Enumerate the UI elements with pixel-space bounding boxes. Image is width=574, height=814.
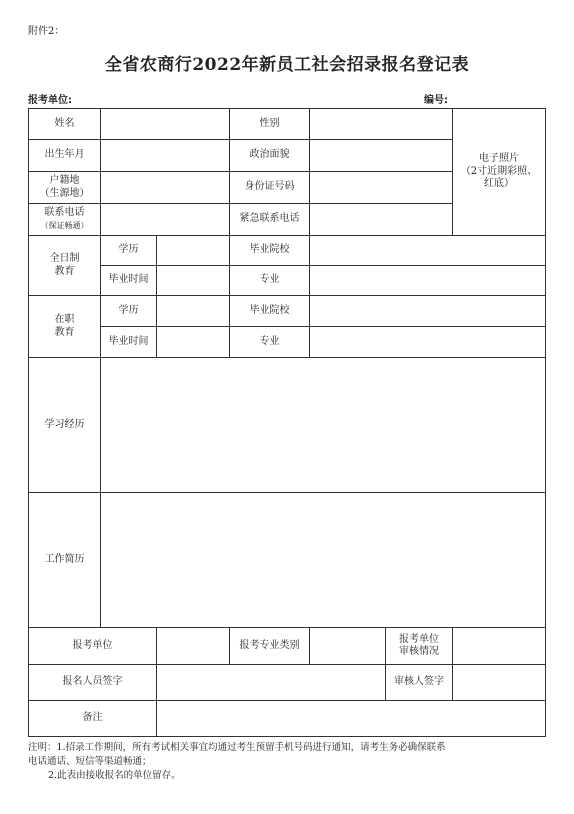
inservice-degree-label: 学历: [101, 296, 157, 327]
fulltime-degree-field[interactable]: [157, 236, 230, 266]
politics-field[interactable]: [310, 140, 453, 172]
apply-unit-label: 报考单位: [29, 628, 157, 665]
serial-number-label: 编号:: [424, 95, 448, 106]
remarks-label: 备注: [29, 701, 157, 737]
apply-unit-header-label: 报考单位:: [28, 95, 72, 106]
hukou-label: [29, 172, 101, 204]
photo-spec-end: 红底）: [484, 178, 514, 190]
inservice-grad-time-label: 毕业时间: [101, 327, 157, 358]
birth-field[interactable]: [101, 140, 230, 172]
notes-block: [28, 741, 548, 783]
photo-label: 电子照片: [479, 153, 519, 165]
inservice-label-line2: 教育: [54, 326, 75, 338]
fulltime-major-field[interactable]: [310, 266, 546, 296]
gender-field[interactable]: [310, 109, 453, 140]
applicant-signature-field[interactable]: [157, 665, 386, 701]
attachment-label: 附件2：: [28, 26, 65, 37]
hukou-field[interactable]: [101, 172, 230, 204]
gender-label: 性别: [230, 109, 310, 140]
remarks-field[interactable]: [157, 701, 546, 737]
id-number-label: 身份证号码: [230, 172, 310, 204]
photo-cell[interactable]: [453, 109, 546, 236]
emergency-contact-field[interactable]: [310, 204, 453, 236]
unit-review-line2: 审核情况: [399, 646, 439, 657]
name-label: 姓名: [29, 109, 101, 140]
contact-label-main: 联系电话: [44, 207, 85, 218]
note-line-2: 电话通话、短信等渠道畅通；: [28, 756, 152, 767]
inservice-school-field[interactable]: [310, 296, 546, 327]
fulltime-education-label: [29, 236, 101, 296]
note-line-3: 2.此表由接收报名的单位留存。: [48, 770, 181, 781]
inservice-degree-field[interactable]: [157, 296, 230, 327]
inservice-major-label: 专业: [230, 327, 310, 358]
politics-label: 政治面貌: [230, 140, 310, 172]
hukou-label-main: 户籍地: [49, 175, 80, 186]
work-history-label: 工作简历: [29, 493, 101, 628]
fulltime-school-label: 毕业院校: [230, 236, 310, 266]
birth-label: 出生年月: [29, 140, 101, 172]
inservice-label-line1: 在职: [54, 314, 75, 325]
note-line-1: 注明：1.招录工作期间，所有考试相关事宜均通过考生预留手机号码进行通知，请考生务必确保联系: [28, 742, 446, 753]
registration-form-table: [28, 108, 546, 737]
inservice-grad-time-field[interactable]: [157, 327, 230, 358]
id-number-field[interactable]: [310, 172, 453, 204]
fulltime-label-line2: 教育: [54, 265, 75, 277]
reviewer-signature-field[interactable]: [453, 665, 546, 701]
inservice-major-field[interactable]: [310, 327, 546, 358]
applicant-signature-label: 报名人员签字: [29, 665, 157, 701]
fulltime-school-field[interactable]: [310, 236, 546, 266]
contact-label: [29, 204, 101, 236]
work-history-field[interactable]: [101, 493, 546, 628]
study-history-field[interactable]: [101, 358, 546, 493]
fulltime-grad-time-label: 毕业时间: [101, 266, 157, 296]
hukou-label-sub: （生源地）: [39, 187, 90, 199]
document-title: 全省农商行2022年新员工社会招录报名登记表: [104, 55, 470, 75]
unit-review-field[interactable]: [453, 628, 546, 665]
inservice-school-label: 毕业院校: [230, 296, 310, 327]
reviewer-signature-label: 审核人签字: [386, 665, 453, 701]
fulltime-major-label: 专业: [230, 266, 310, 296]
name-field[interactable]: [101, 109, 230, 140]
study-history-label: 学习经历: [29, 358, 101, 493]
apply-unit-field[interactable]: [157, 628, 230, 665]
emergency-contact-label: 紧急联系电话: [230, 204, 310, 236]
apply-category-label: 报考专业类别: [230, 628, 310, 665]
apply-category-field[interactable]: [310, 628, 386, 665]
fulltime-label-line1: 全日制: [49, 253, 80, 264]
contact-label-sub: （保证畅通）: [40, 220, 89, 230]
unit-review-label: [386, 628, 453, 665]
photo-spec: （2寸近期彩照、: [460, 165, 538, 177]
fulltime-grad-time-field[interactable]: [157, 266, 230, 296]
inservice-education-label: [29, 296, 101, 358]
fulltime-degree-label: 学历: [101, 236, 157, 266]
contact-field[interactable]: [101, 204, 230, 236]
unit-review-line1: 报考单位: [399, 633, 439, 645]
